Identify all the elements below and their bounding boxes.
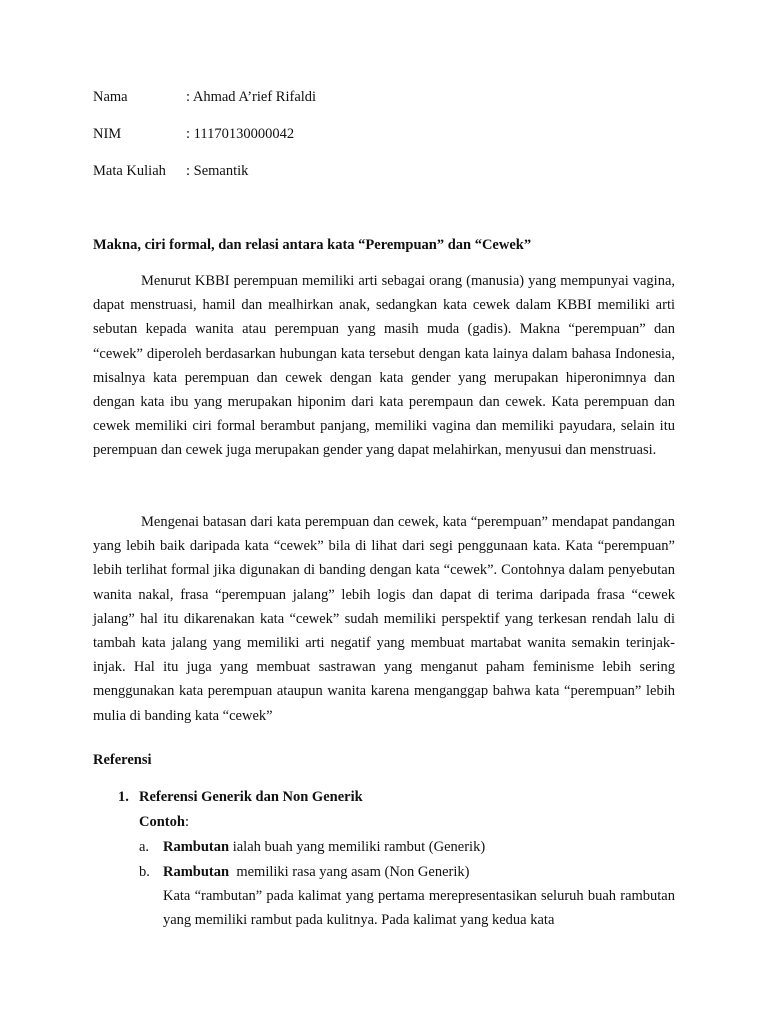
example-a-letter: a. (139, 839, 150, 855)
contoh-line (139, 814, 189, 831)
document-title: Makna, ciri formal, dan relasi antara kata “Perempuan” dan “Cewek” (93, 237, 532, 253)
course-row (93, 162, 248, 180)
references-heading: Referensi (93, 752, 152, 768)
example-b-text: memiliki rasa yang asam (Non Generik) (229, 864, 470, 880)
example-b-word: Rambutan (163, 864, 230, 880)
reference-item-title: Referensi Generik dan Non Generik (139, 789, 363, 805)
name-value: : Ahmad A’rief Rifaldi (186, 89, 317, 105)
example-a-text: ialah buah yang memiliki rambut (Generik) (229, 839, 486, 855)
nim-value: : 11170130000042 (186, 126, 295, 142)
name-row (93, 88, 316, 106)
contoh-label: Contoh (139, 814, 185, 830)
example-a (139, 839, 485, 856)
paragraph-1: Menurut KBBI perempuan memiliki arti sebagai orang (manusia) yang mempunyai vagina, dapat menstruasi, hamil dan mealhirkan anak, sedangkan kata cewek dalam KBBI memiliki arti sebutan kepada wanita atau perempuan yang masih muda (gadis). Makna “perempuan” dan “cewek” diperoleh berdasarkan hubungan kata tersebut dengan kata lainya dalam bahasa Indonesia, misalnya kata perempuan dan cewek dengan kata gender yang merupakan hiperonimnya dan dengan kata ibu yang merupakan hiponim dari kata perempaun dan cewek. Kata perempuan dan cewek memiliki ciri formal berambut panjang, memiliki vagina dan memiliki payudara, selain itu perempuan dan cewek juga merupakan gender yang dapat melahirkan, menyusui dan menstruasi. (93, 273, 675, 459)
example-b (139, 864, 469, 881)
name-label: Nama (93, 89, 128, 105)
example-explanation: Kata “rambutan” pada kalimat yang pertama merepresentasikan seluruh buah rambutan yang memiliki rambut pada kulitnya. Pada kalimat yang kedua kata (163, 888, 675, 929)
course-value: : Semantik (186, 163, 249, 179)
example-b-letter: b. (139, 864, 150, 880)
nim-row (93, 125, 294, 143)
example-a-word: Rambutan (163, 839, 230, 855)
reference-item-1 (118, 789, 363, 806)
reference-item-number: 1. (118, 789, 129, 805)
course-label: Mata Kuliah (93, 163, 166, 179)
nim-label: NIM (93, 126, 122, 142)
paragraph-2: Mengenai batasan dari kata perempuan dan cewek, kata “perempuan” mendapat pandangan yang lebih baik daripada kata “cewek” bila di lihat dari segi penggunaan kata. Kata “perempuan” lebih terlihat formal jika digunakan di banding dengan kata “cewek”. Contohnya dalam penyebutan wanita nakal, frasa “perempuan jalang” lebih logis dan dapat di terima daripada frasa “cewek jalang” hal itu dikarenakan kata “cewek” sudah memiliki perspektif yang terkesan rendah lalu di tambah kata jalang yang memiliki arti negatif yang membuat martabat wanita semakin terinjak-injak. Hal itu juga yang membuat sastrawan yang menganut paham feminisme lebih sering menggunakan kata perempuan ataupun wanita karena menganggap bahwa kata “perempuan” lebih mulia di banding kata “cewek” (93, 514, 675, 724)
contoh-colon: : (184, 814, 189, 830)
